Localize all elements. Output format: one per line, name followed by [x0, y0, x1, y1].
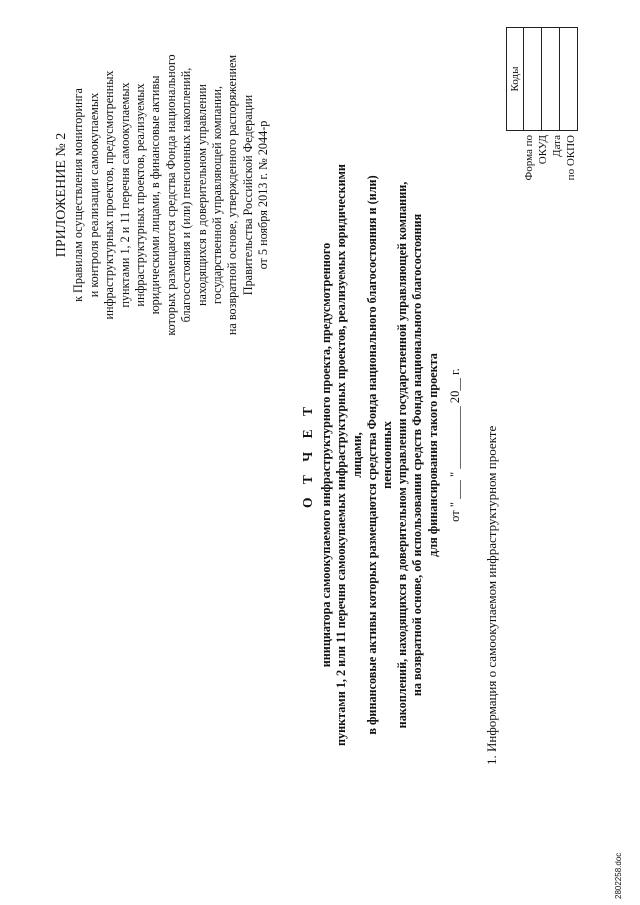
report-line: накоплений, находящихся в доверительном управлении государственной управляющей компании,	[395, 181, 410, 729]
appendix-line: государственной управляющей компании,	[210, 85, 225, 305]
appendix-line: находящихся в доверительном управлении	[194, 84, 209, 306]
code-cell-date[interactable]	[542, 28, 560, 130]
report-line: в финансовые активы которых размещаются средства Фонда национального благосостояния и (или) пенсионных	[364, 175, 395, 735]
report-heading: О Т Ч Е Т	[300, 402, 315, 508]
codes-labels	[522, 135, 578, 215]
codes-table	[506, 27, 578, 131]
code-label-okpo: по ОКПО	[565, 135, 577, 181]
appendix-line: и контроля реализации самоокупаемых	[86, 92, 101, 298]
report-line: для финансирования такого проекта	[425, 353, 440, 557]
report-line: инициатора самоокупаемого инфраструктурного проекта, предусмотренного	[319, 242, 334, 668]
appendix-line: Правительства Российской Федерации	[240, 94, 255, 296]
appendix-line: от 5 ноября 2013 г. № 2044-р	[256, 120, 271, 270]
codes-header: Коды	[507, 28, 524, 130]
appendix-title: ПРИЛОЖЕНИЕ № 2	[54, 132, 69, 258]
appendix-line: юридическими лицами, в финансовые активы	[148, 75, 163, 315]
appendix-line: инфраструктурных проектов, реализуемых	[133, 83, 148, 307]
section-title: 1. Информация о самоокупаемом инфраструктурном проекте	[484, 425, 499, 765]
code-label-okud: ОКУД	[537, 135, 549, 165]
appendix-line: которых размещаются средства Фонда национального	[163, 54, 178, 336]
code-cell-okpo[interactable]	[560, 28, 577, 130]
appendix-line: на возвратной основе, утвержденного распоряжением	[225, 54, 240, 336]
code-label-date: Дата	[551, 135, 563, 157]
appendix-line: пунктами 1, 2 и 11 перечня самоокупаемых	[117, 82, 132, 308]
report-line: пунктами 1, 2 или 11 перечня самоокупаемых инфраструктурных проектов, реализуемых юридическими лицами,	[334, 164, 364, 746]
report-title-block	[300, 155, 441, 755]
appendix-line: к Правилам осуществления мониторинга	[71, 88, 86, 302]
code-label-form: Форма по	[523, 135, 535, 181]
report-line: на возвратной основе, об использовании средств Фонда национального благосостояния	[410, 213, 425, 697]
appendix-line: инфраструктурных проектов, предусмотренных	[102, 70, 117, 320]
appendix-block	[54, 5, 272, 385]
file-footnote: 2802258.doc	[614, 852, 623, 899]
report-date-line: от " ___ " __________ 20__ г.	[448, 368, 462, 522]
appendix-line: благосостояния и (или) пенсионных накоплений,	[179, 67, 194, 323]
code-cell-okud[interactable]	[524, 28, 542, 130]
